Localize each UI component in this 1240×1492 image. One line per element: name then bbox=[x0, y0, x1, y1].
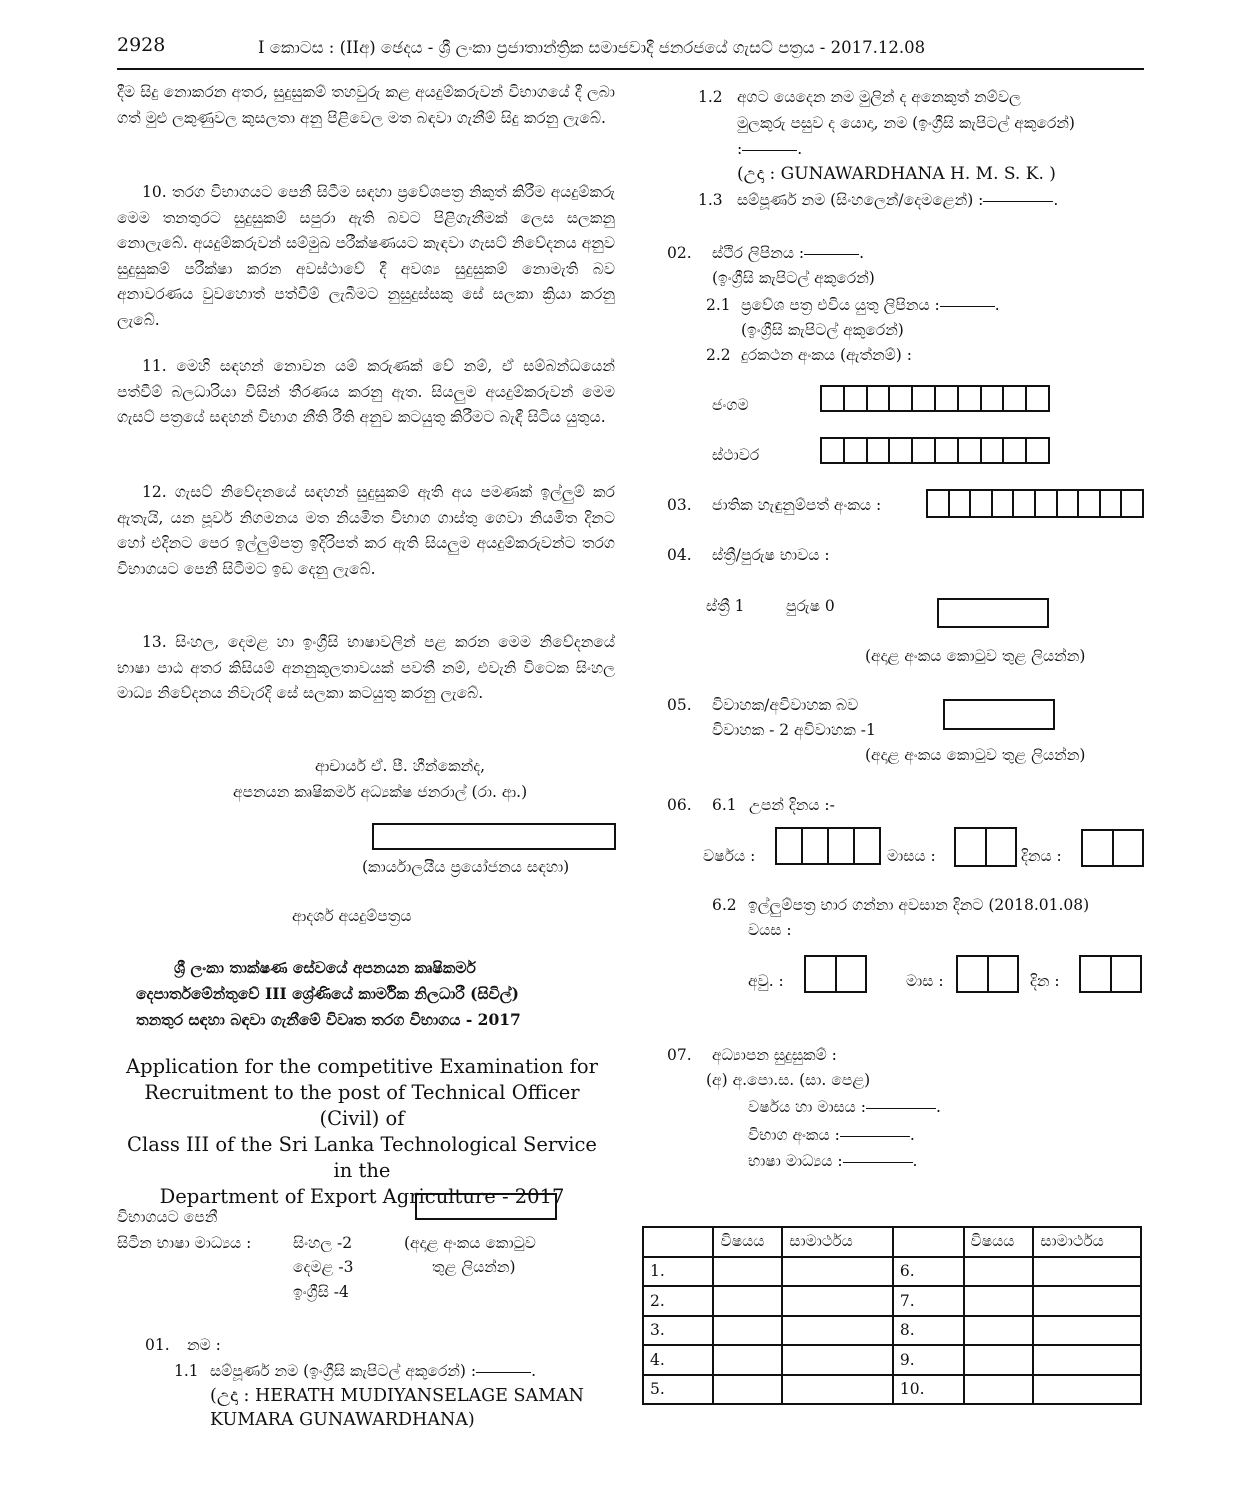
q01-number: 01. bbox=[145, 1336, 170, 1354]
mobile-label: ජංගම bbox=[712, 396, 749, 414]
table-entry-cell[interactable] bbox=[782, 1257, 893, 1287]
table-row-number: 7. bbox=[893, 1286, 964, 1316]
table-entry-cell[interactable] bbox=[1033, 1286, 1141, 1316]
table-header-cell: සාමාර්ථය bbox=[1033, 1227, 1141, 1257]
table-header-cell: විෂයය bbox=[964, 1227, 1034, 1257]
table-header-cell bbox=[893, 1227, 964, 1257]
age-months-label: මාස : bbox=[906, 972, 944, 990]
q21-note: (ඉංග්‍රීසි කැපිටල් අකුරෙන්) bbox=[741, 321, 904, 339]
table-row-number: 2. bbox=[643, 1286, 713, 1316]
q62-number: 6.2 bbox=[712, 896, 737, 914]
q03-number: 03. bbox=[667, 496, 692, 514]
paragraph-12: 12. ගැසට් නිවේදනයේ සඳහන් සුදුසුකම් ඇති අය පමණක් ඉල්ලුම් කර ඇතැයි, යන පූර්ව නිගමනය මත නියමිත විභාග ගාස්තු ගෙවා නියමිත දිනට හෝ එදිනට පෙර ඉල්ලුම්පත්‍ර ඉදිරිපත් කර ඇති සියලුම අයදුම්කරුවන්ට තරග විභාගයට පෙනී සිටීමට ඉඩ දෙනු ලැබේ. bbox=[117, 483, 615, 578]
table-entry-cell[interactable] bbox=[782, 1345, 893, 1375]
dob-month-cells[interactable] bbox=[954, 827, 1017, 867]
table-row-number: 1. bbox=[643, 1257, 713, 1287]
q06-number: 06. bbox=[667, 796, 692, 814]
medium-note-2: තුළ ලියන්න) bbox=[432, 1258, 516, 1276]
medium-option-sinhala: සිංහල -2 bbox=[293, 1234, 353, 1252]
landline-label: ස්ථාවර bbox=[712, 446, 760, 464]
signature-title: අපනයන කෘෂිකර්ම අධ්‍යක්ෂ ජනරාල් (රා. ආ.) bbox=[233, 783, 528, 801]
english-title: Application for the competitive Examination for Recruitment to the post of Technical Officer (Civil) of Class III of the Sri Lanka Technological Service in the Department of Export Agriculture - 2017 bbox=[126, 1055, 598, 1208]
table-entry-cell[interactable] bbox=[713, 1375, 782, 1405]
table-header-row bbox=[643, 1227, 1141, 1257]
q12-line-1: අගට යෙදෙන නම මුලින් ද අනෙකුත් නම්වල bbox=[737, 88, 1021, 106]
nic-number-cells[interactable] bbox=[926, 489, 1144, 518]
q61-number: 6.1 bbox=[712, 796, 737, 814]
table-entry-cell[interactable] bbox=[782, 1286, 893, 1316]
medium-option-english: ඉංග්‍රීසි -4 bbox=[293, 1283, 349, 1301]
paragraph-intro: දීම සිදු නොකරන අතර, සුදුසුකම් තහවුරු කළ අයදුම්කරුවන් විභාගයේ දී ලබා ගත් මුළු ලකුණුවල කුසලතා අනු පිළිවෙල මත බඳවා ගැනීම් සිදු කරනු ලැබේ. bbox=[117, 83, 615, 127]
medium-note-1: (අදාළ අංකය කොටුව bbox=[404, 1234, 536, 1252]
dob-year-label: වර්ෂය : bbox=[703, 847, 756, 865]
q13-number: 1.3 bbox=[698, 191, 723, 209]
dob-year-cells[interactable] bbox=[775, 827, 881, 865]
table-entry-cell[interactable] bbox=[964, 1375, 1034, 1405]
q11-example-line-2: KUMARA GUNAWARDHANA) bbox=[210, 1410, 475, 1430]
table-entry-cell[interactable] bbox=[1033, 1316, 1141, 1346]
q22-label: දුරකථන අංකය (ඇත්නම්) : bbox=[741, 346, 912, 364]
table-entry-cell[interactable] bbox=[1033, 1257, 1141, 1287]
age-days-label: දින : bbox=[1030, 972, 1060, 990]
table-row-number: 5. bbox=[643, 1375, 713, 1405]
q07-year-month: වර්ෂය හා මාසය : . bbox=[748, 1098, 941, 1116]
q61-label: උපන් දිනය :- bbox=[749, 796, 835, 814]
paragraph-11: 11. මෙහි සඳහන් නොවන යම් කරුණක් වේ නම්, ඒ සම්බන්ධයෙන් පත්වීම් බලධාරියා විසින් තීරණය කරනු ඇත. සියලුම අයදුම්කරුවන් මෙම ගැසට් පත්‍රයේ සඳහන් විභාග නීති රීති අනුව කටයුතු කිරීමට බැඳී සිටිය යුතුය. bbox=[117, 357, 615, 426]
medium-label-2: සිටින භාෂා මාධ්‍යය : bbox=[117, 1234, 252, 1252]
q07-number: 07. bbox=[667, 1046, 692, 1064]
paragraph-10: 10. තරග විභාගයට පෙනී සිටීම සඳහා ප්‍රවේශපත්‍ර නිකුත් කිරීම අයදුම්කරු මෙම තනතුරට සුදුසුකම් සපුරා ඇති බවට පිළිගැනීමක් ලෙස සලකනු නොලැබේ. අයදුම්කරුවන් සම්මුඛ පරීක්ෂණයට කැඳවා ගැසට් නිවේදනය අනුව සුදුසුකම් පරීක්ෂා කරන අවස්ථාවේ දී අවශ්‍ය සුදුසුකම් නොමැති බව අනාවරණය වුවහොත් පත්වීම් ලැබීමට නුසුදුස්සකු සේ සලකා ක්‍රියා කරනු ලැබේ. bbox=[117, 183, 615, 329]
age-years-label: අවු. : bbox=[748, 972, 784, 990]
q01-label: නම : bbox=[187, 1336, 221, 1354]
table-entry-cell[interactable] bbox=[964, 1345, 1034, 1375]
table-entry-cell[interactable] bbox=[713, 1345, 782, 1375]
sinhala-title-line-1: ශ්‍රී ලංකා තාක්ෂණ සේවයේ අපනයන කෘෂිකර්ම bbox=[174, 958, 476, 977]
age-months-cells[interactable] bbox=[956, 955, 1019, 993]
q13-label: සම්පූර්ණ නම (සිංහලෙන්/දෙමළෙන්) : . bbox=[737, 191, 1059, 209]
q07-medium: භාෂා මාධ්‍යය : . bbox=[748, 1152, 918, 1170]
sinhala-title-line-3: තනතුර සඳහා බඳවා ගැනීමේ විවෘත තරග විභාගය - 2017 bbox=[136, 1010, 521, 1029]
q05-options: විවාහක - 2 අවිවාහක -1 bbox=[712, 721, 876, 739]
table-header-cell: විෂයය bbox=[713, 1227, 782, 1257]
signature-name: ආචාර්ය ඒ. පී. හීන්කෙන්ද, bbox=[315, 757, 486, 775]
table-row-number: 10. bbox=[893, 1375, 964, 1405]
gazette-header-title: I කොටස : (IIඅ) ඡෙදය - ශ්‍රී ලංකා ප්‍රජාතාන්ත්‍රික සමාජවාදී ජනරජයේ ගැසට් පත්‍රය - 2017.12.08 bbox=[258, 38, 926, 57]
table-row bbox=[643, 1375, 1141, 1405]
q22-number: 2.2 bbox=[706, 346, 731, 364]
q12-line-3: : . bbox=[737, 140, 803, 158]
q12-example: (උදා : GUNAWARDHANA H. M. S. K. ) bbox=[737, 164, 1056, 184]
paragraph-13: 13. සිංහල, දෙමළ හා ඉංග්‍රීසි භාෂාවලින් පළ කරන මෙම නිවේදනයේ භාෂා පාඨ අතර කිසියම් අනනුකූලතාවයක් පවතී නම්, එවැනි විටෙක සිංහල මාධ්‍ය නිවේදනය නිවැරදි සේ සලකා කටයුතු කරනු ලැබේ. bbox=[117, 633, 615, 702]
table-row-number: 9. bbox=[893, 1345, 964, 1375]
age-days-cells[interactable] bbox=[1079, 955, 1142, 993]
q04-number: 04. bbox=[667, 546, 692, 564]
q05-number: 05. bbox=[667, 696, 692, 714]
q11-example-line-1: (උදා : HERATH MUDIYANSELAGE SAMAN bbox=[210, 1386, 584, 1406]
table-row bbox=[643, 1316, 1141, 1346]
gender-entry-box[interactable] bbox=[937, 598, 1049, 628]
q04-label: ස්ත්‍රී/පුරුෂ භාවය : bbox=[712, 546, 830, 564]
table-header-cell bbox=[643, 1227, 713, 1257]
q21-number: 2.1 bbox=[706, 296, 731, 314]
table-entry-cell[interactable] bbox=[964, 1316, 1034, 1346]
mobile-number-cells[interactable] bbox=[820, 385, 1050, 412]
table-entry-cell[interactable] bbox=[713, 1286, 782, 1316]
office-use-label: (කාර්යාලයීය ප්‍රයෝජනය සඳහා) bbox=[362, 858, 570, 876]
table-row-number: 4. bbox=[643, 1345, 713, 1375]
page-number: 2928 bbox=[117, 34, 166, 56]
q07-index-number: විභාග අංකය : . bbox=[748, 1126, 915, 1144]
q12-line-2: මුලකුරු පසුව ද යොදා, නම (ඉංග්‍රීසි කැපිටල් අකුරෙන්) bbox=[737, 114, 1075, 132]
q02-label: ස්ථිර ලිපිනය : . bbox=[712, 244, 865, 262]
table-entry-cell[interactable] bbox=[782, 1375, 893, 1405]
marital-fill-note: (අදාළ අංකය කොටුව තුළ ලියන්න) bbox=[865, 746, 1086, 764]
q03-label: ජාතික හැඳුනුම්පත් අංකය : bbox=[712, 496, 882, 514]
table-row-number: 8. bbox=[893, 1316, 964, 1346]
q11-label: සම්පූර්ණ නම (ඉංග්‍රීසි කැපිටල් අකුරෙන්) : . bbox=[210, 1362, 537, 1380]
age-years-cells[interactable] bbox=[804, 955, 867, 993]
table-row bbox=[643, 1257, 1141, 1287]
sinhala-title-line-2: දෙපාර්තමේන්තුවේ III ශ්‍රේණියේ කාර්මික නිලධාරී (සිවිල්) bbox=[136, 984, 519, 1003]
q05-label: විවාහක/අවිවාහක බව bbox=[712, 696, 859, 714]
table-row bbox=[643, 1345, 1141, 1375]
office-use-box[interactable] bbox=[372, 823, 616, 850]
q07-label: අධ්‍යාපන සුදුසුකම් : bbox=[712, 1046, 837, 1064]
medium-entry-box[interactable] bbox=[415, 1193, 557, 1220]
dob-day-cells[interactable] bbox=[1081, 829, 1144, 867]
medium-option-tamil: දෙමළ -3 bbox=[293, 1258, 354, 1276]
q02-note: (ඉංග්‍රීසි කැපිටල් අකුරෙන්) bbox=[712, 269, 875, 287]
table-entry-cell[interactable] bbox=[964, 1257, 1034, 1287]
header-rule bbox=[117, 68, 1144, 70]
table-row bbox=[643, 1286, 1141, 1316]
q02-number: 02. bbox=[667, 244, 692, 262]
table-entry-cell[interactable] bbox=[713, 1316, 782, 1346]
age-label: වයස : bbox=[748, 921, 792, 939]
landline-number-cells[interactable] bbox=[820, 437, 1050, 464]
gender-female-option: ස්ත්‍රී 1 bbox=[706, 597, 745, 615]
model-application-label: ආදර්ශ අයදුම්පත්‍රය bbox=[292, 907, 412, 925]
marital-entry-box[interactable] bbox=[943, 699, 1055, 730]
table-entry-cell[interactable] bbox=[782, 1316, 893, 1346]
dob-day-label: දිනය : bbox=[1021, 847, 1062, 865]
dob-month-label: මාසය : bbox=[887, 847, 936, 865]
q07a-label: (අ) අ.පො.ස. (සා. පෙළ) bbox=[706, 1071, 871, 1089]
q21-label: ප්‍රවේශ පත්‍ර එවිය යුතු ලිපිනය : . bbox=[741, 296, 1000, 314]
table-entry-cell[interactable] bbox=[964, 1286, 1034, 1316]
table-row-number: 6. bbox=[893, 1257, 964, 1287]
medium-label-1: විභාගයට පෙනී bbox=[117, 1208, 218, 1226]
gender-male-option: පුරුෂ 0 bbox=[786, 597, 835, 615]
table-entry-cell[interactable] bbox=[713, 1257, 782, 1287]
table-entry-cell[interactable] bbox=[1033, 1375, 1141, 1405]
gender-fill-note: (අදාළ අංකය කොටුව තුළ ලියන්න) bbox=[865, 647, 1086, 665]
q11-number: 1.1 bbox=[174, 1362, 199, 1380]
table-entry-cell[interactable] bbox=[1033, 1345, 1141, 1375]
table-row-number: 3. bbox=[643, 1316, 713, 1346]
q12-number: 1.2 bbox=[698, 88, 723, 106]
subjects-table bbox=[642, 1226, 1142, 1405]
q62-label: ඉල්ලුම්පත්‍ර භාර ගන්නා අවසාන දිනට (2018.01.08) bbox=[748, 896, 1090, 914]
table-header-cell: සාමාර්ථය bbox=[782, 1227, 893, 1257]
